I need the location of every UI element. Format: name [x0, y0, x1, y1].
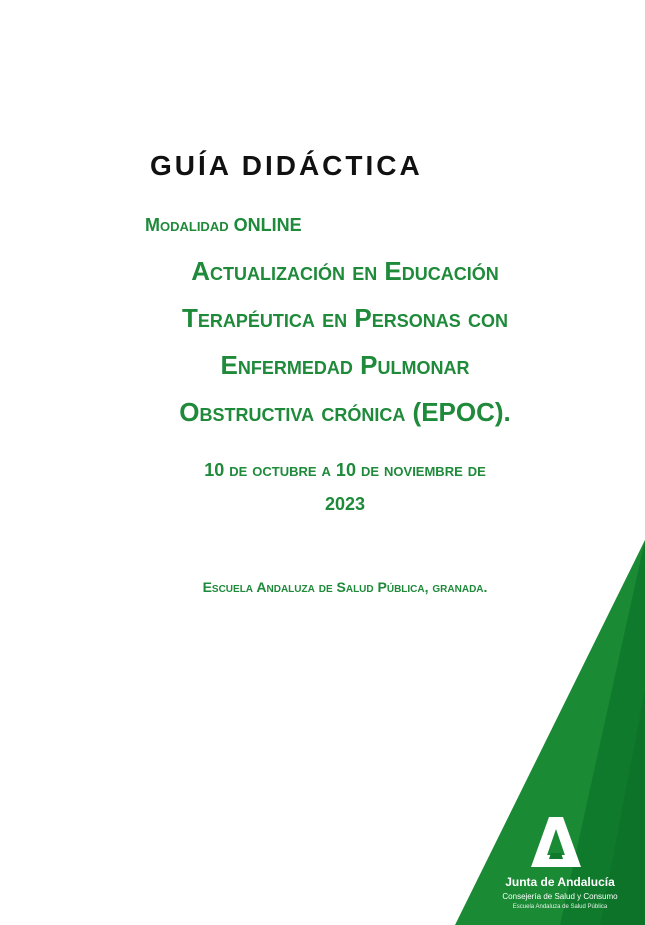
junta-andalucia-a-icon	[531, 815, 581, 871]
dates-line: 2023	[324, 494, 366, 514]
course-title-line: Actualización en Educación	[191, 256, 499, 286]
course-title-line: Terapéutica en Personas con	[182, 303, 508, 333]
modality-label: Modalidad ONLINE	[145, 215, 302, 235]
logo-subtitle: Consejería de Salud y Consumo	[502, 892, 618, 901]
school-name: Escuela Andaluza de Salud Pública, granada.	[202, 579, 488, 595]
dates-line: 10 de octubre a 10 de noviembre de	[204, 460, 486, 480]
logo-subtitle-school: Escuela Andaluza de Salud Pública	[512, 904, 608, 910]
logo-name: Junta de Andalucía	[505, 875, 615, 889]
course-title-line: Enfermedad Pulmonar	[220, 350, 470, 380]
document-title: GUÍA DIDÁCTICA	[150, 150, 423, 181]
course-title-line: Obstructiva crónica (EPOC).	[179, 397, 511, 427]
